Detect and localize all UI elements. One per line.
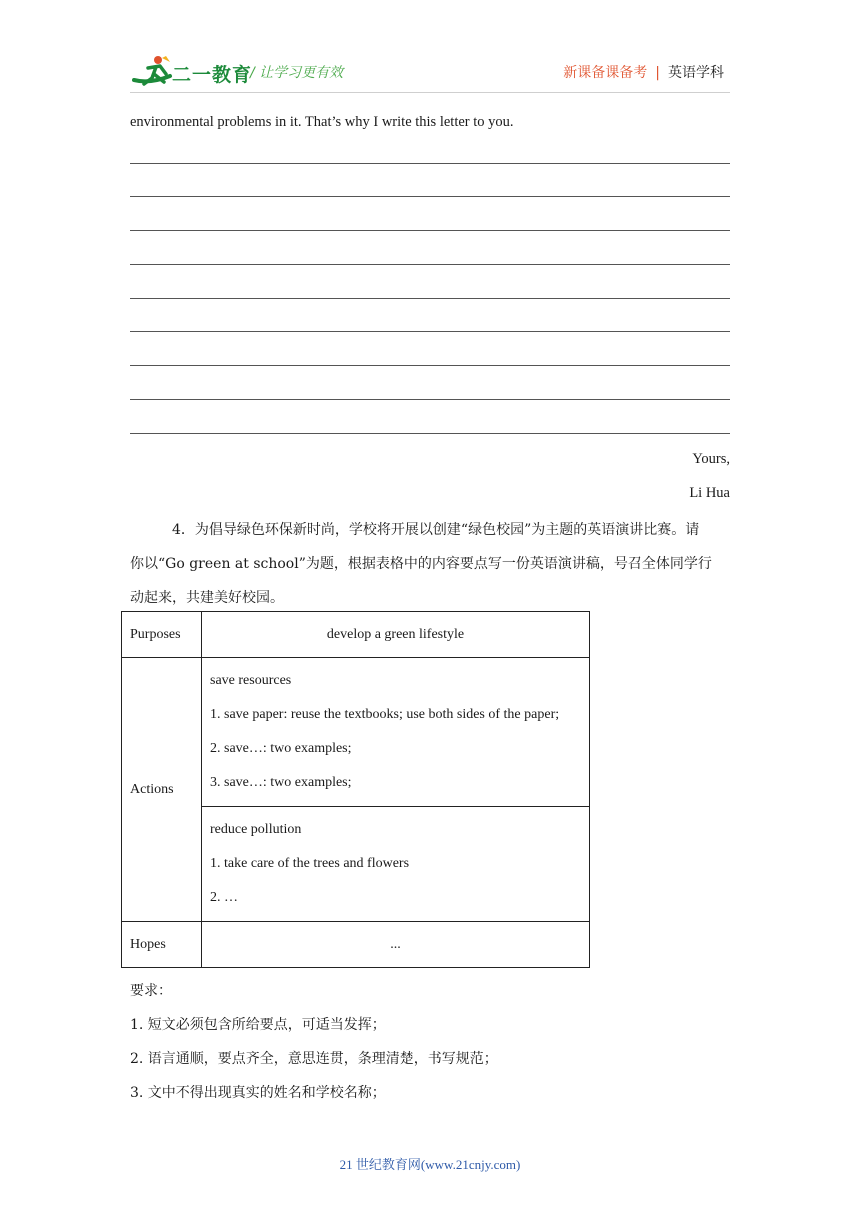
hopes-value: ... <box>202 922 590 968</box>
actions-block-pollution <box>202 807 590 922</box>
requirement-item: 2. 语言通顺，要点齐全，意思连贯，条理清楚，书写规范； <box>130 1051 498 1067</box>
table-row-actions-1 <box>122 658 590 807</box>
task4-line3: 动起来，共建美好校园。 <box>130 590 284 606</box>
actions-save-line: 2. save…: two examples; <box>210 741 352 756</box>
purposes-value: develop a green lifestyle <box>202 612 590 658</box>
task-table <box>121 611 590 968</box>
letter-last-sentence: environmental problems in it. That’s why I write this letter to you. <box>130 114 514 130</box>
hopes-label: Hopes <box>122 922 202 968</box>
header-separator: | <box>655 65 660 81</box>
actions-save-line: 1. save paper: reuse the textbooks; use both sides of the paper; <box>210 707 560 722</box>
actions-pollution-line: 1. take care of the trees and flowers <box>210 856 410 871</box>
requirement-item: 3. 文中不得出现真实的姓名和学校名称； <box>130 1085 386 1101</box>
actions-save-line: save resources <box>210 673 292 688</box>
purposes-label: Purposes <box>122 612 202 658</box>
header-tags <box>563 62 724 82</box>
task4-line2: 你以“Go green at school”为题，根据表格中的内容要点写一份英语演讲稿，号召全体同学行 <box>130 556 712 572</box>
header-tag-subject: 英语学科 <box>668 65 724 81</box>
writing-line <box>130 163 730 164</box>
writing-line <box>130 264 730 265</box>
table-row-purposes <box>122 612 590 658</box>
actions-block-save <box>202 658 590 807</box>
page-footer: 21 世纪教育网(www.21cnjy.com) <box>339 1157 521 1172</box>
table-row-hopes <box>122 922 590 968</box>
task4-line1: 4．为倡导绿色环保新时尚，学校将开展以创建“绿色校园”为主题的英语演讲比赛。请 <box>172 522 700 538</box>
writing-line <box>130 230 730 231</box>
writing-line <box>130 196 730 197</box>
writing-line <box>130 298 730 299</box>
letter-closing: Yours, <box>692 451 730 467</box>
logo-text: 二一教育 <box>172 64 253 86</box>
actions-pollution-line: 2. … <box>210 890 238 905</box>
writing-line <box>130 433 730 434</box>
actions-label: Actions <box>122 658 202 922</box>
header-divider <box>130 92 730 93</box>
actions-save-line: 3. save…: two examples; <box>210 775 352 790</box>
requirement-item: 1. 短文必须包含所给要点，可适当发挥； <box>130 1017 386 1033</box>
header-slogan: / 让学习更有效 <box>250 65 344 81</box>
letter-signature: Li Hua <box>689 485 730 501</box>
requirements-title: 要求： <box>130 983 172 999</box>
actions-pollution-line: reduce pollution <box>210 822 302 837</box>
writing-line <box>130 399 730 400</box>
writing-line <box>130 365 730 366</box>
writing-line <box>130 331 730 332</box>
page-header <box>0 0 860 100</box>
header-tag-course: 新课备课备考 <box>563 65 648 81</box>
